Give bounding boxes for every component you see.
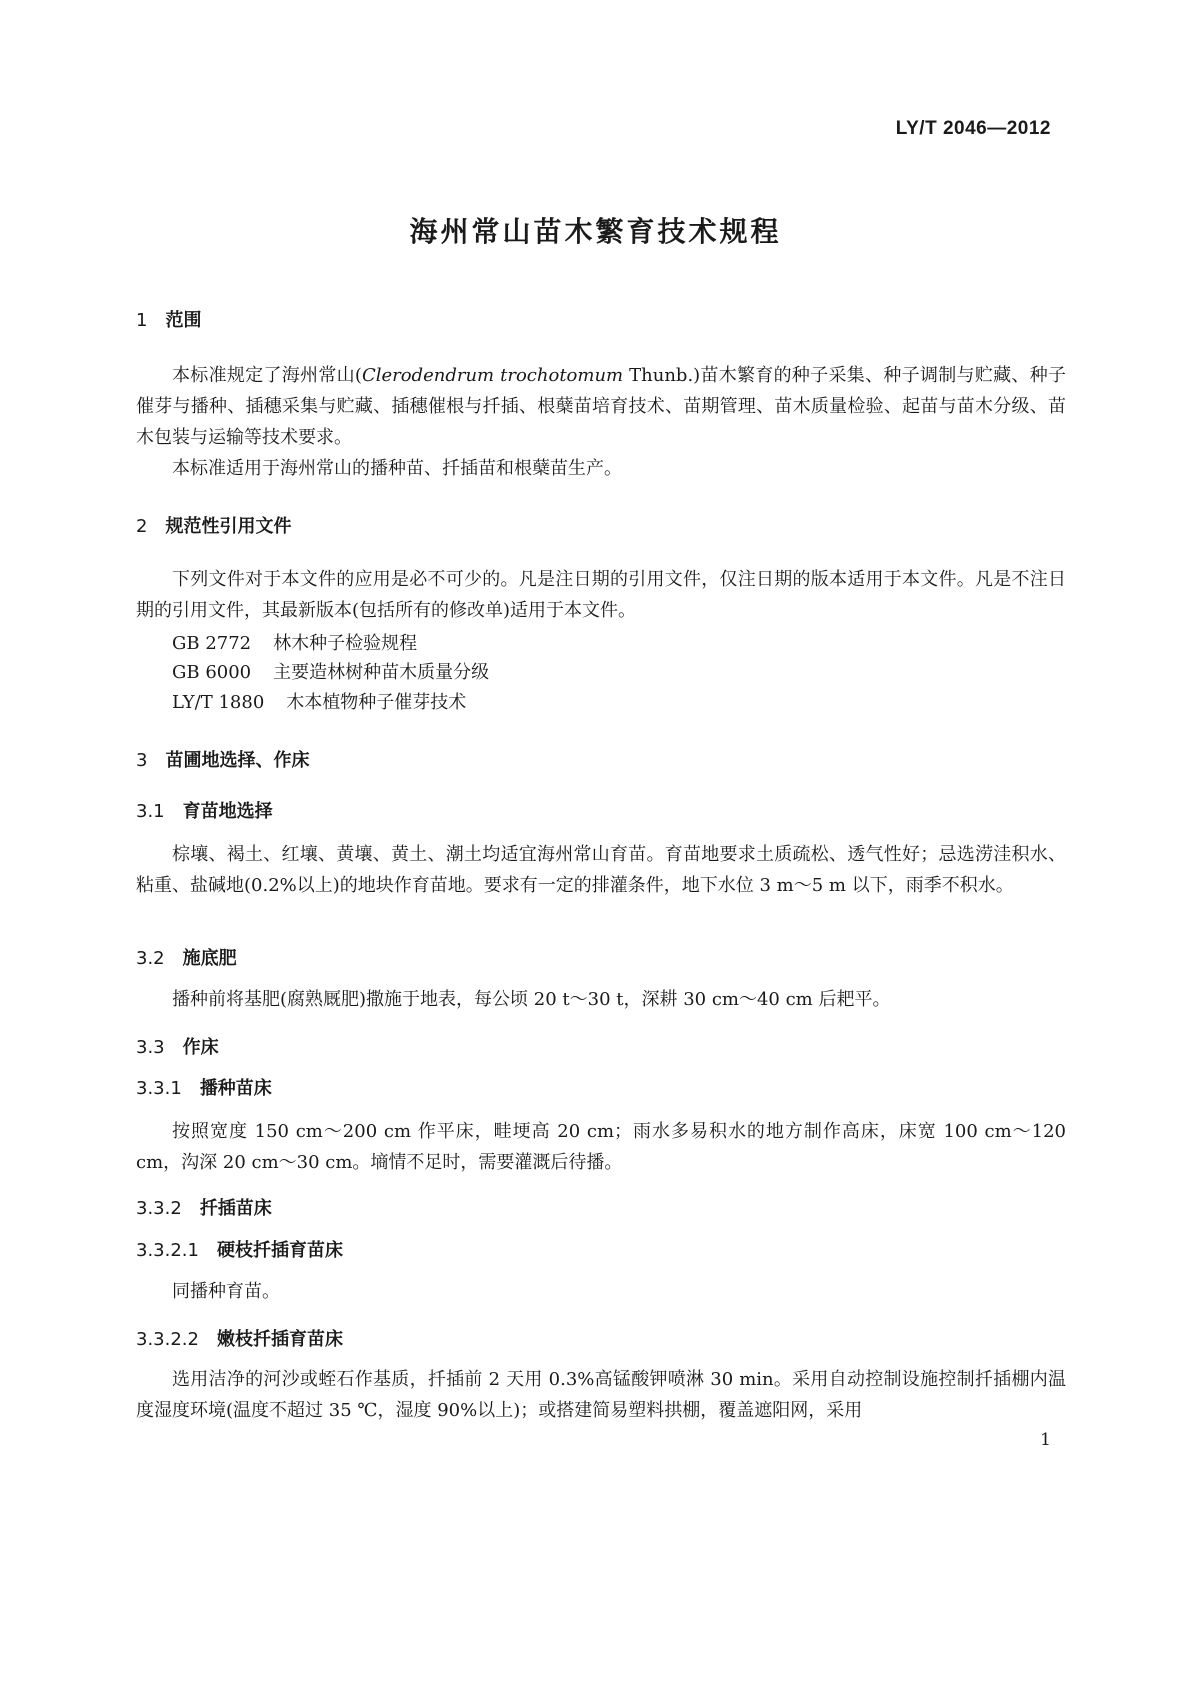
section-number: 3.3 xyxy=(136,1037,165,1058)
page-number: 1 xyxy=(1040,1430,1051,1450)
section-heading-3-2 xyxy=(136,944,237,970)
section-number: 3.1 xyxy=(136,801,165,822)
standard-code: LY/T 2046—2012 xyxy=(895,118,1051,139)
section-heading-normative-references xyxy=(136,512,291,538)
scope-text-pre: 本标准规定了海州常山( xyxy=(172,365,362,386)
section-heading-3-3 xyxy=(136,1033,219,1059)
section-title: 播种苗床 xyxy=(199,1078,272,1099)
seed-bed-paragraph: 按照宽度 150 cm～200 cm 作平床，畦埂高 20 cm；雨水多易积水的地方制作高床，床宽 100 cm～120 cm，沟深 20 cm～30 cm。墒情不足时，需要灌溉后待播。 xyxy=(136,1121,1066,1173)
section-heading-3-3-2 xyxy=(136,1194,272,1220)
reference-title: 木本植物种子催芽技术 xyxy=(286,692,467,713)
document-title: 海州常山苗木繁育技术规程 xyxy=(409,215,782,248)
reference-item xyxy=(172,688,466,714)
section-number: 3 xyxy=(136,750,148,771)
base-fertilizer-paragraph: 播种前将基肥(腐熟厩肥)撒施于地表，每公顷 20 t～30 t，深耕 30 cm～40 cm 后耙平。 xyxy=(172,989,891,1010)
section-heading-3-3-1 xyxy=(136,1074,272,1100)
section-title: 扦插苗床 xyxy=(199,1198,272,1219)
hardwood-bed-paragraph: 同播种育苗。 xyxy=(172,1281,280,1302)
section-number: 1 xyxy=(136,310,148,331)
section-title: 硬枝扦插育苗床 xyxy=(216,1240,343,1261)
section-number: 3.3.2.2 xyxy=(136,1329,199,1350)
section-number: 3.3.2.1 xyxy=(136,1240,199,1261)
section-title: 施底肥 xyxy=(182,948,237,969)
section-heading-scope xyxy=(136,306,201,332)
scope-paragraph-2: 本标准适用于海州常山的播种苗、扦插苗和根蘖苗生产。 xyxy=(172,458,622,479)
reference-title: 主要造林树种苗木质量分级 xyxy=(273,662,490,683)
reference-code: LY/T 1880 xyxy=(172,692,265,713)
section-heading-3-1 xyxy=(136,797,273,823)
normative-paragraph: 下列文件对于本文件的应用是必不可少的。凡是注日期的引用文件，仅注日期的版本适用于本文件。凡是不注日期的引用文件，其最新版本(包括所有的修改单)适用于本文件。 xyxy=(136,569,1066,621)
reference-item xyxy=(172,629,417,655)
section-number: 3.3.1 xyxy=(136,1078,182,1099)
site-selection-paragraph: 棕壤、褐土、红壤、黄壤、黄土、潮土均适宜海州常山育苗。育苗地要求土质疏松、透气性好；忌选涝洼积水、粘重、盐碱地(0.2%以上)的地块作育苗地。要求有一定的排灌条件，地下水位 3 m～5 m 以下，雨季不积水。 xyxy=(136,844,1066,896)
section-number: 3.2 xyxy=(136,948,165,969)
section-title: 规范性引用文件 xyxy=(165,516,292,537)
softwood-bed-paragraph: 选用洁净的河沙或蛭石作基质，扦插前 2 天用 0.3%高锰酸钾喷淋 30 min。采用自动控制设施控制扦插棚内温度湿度环境(温度不超过 35 ℃，湿度 90%以上)；或搭建简易塑料拱棚，覆盖遮阳网，采用 xyxy=(136,1369,1066,1421)
reference-item xyxy=(172,658,489,684)
section-heading-3-3-2-1 xyxy=(136,1236,343,1262)
reference-code: GB 2772 xyxy=(172,633,252,654)
reference-code: GB 6000 xyxy=(172,662,252,683)
section-title: 作床 xyxy=(182,1037,219,1058)
section-title: 嫩枝扦插育苗床 xyxy=(216,1329,343,1350)
scope-latin-name: Clerodendrum trochotomum xyxy=(361,365,624,386)
section-title: 范围 xyxy=(165,310,202,331)
section-number: 3.3.2 xyxy=(136,1198,182,1219)
reference-title: 林木种子检验规程 xyxy=(273,633,418,654)
section-title: 苗圃地选择、作床 xyxy=(165,750,310,771)
scope-paragraph-1 xyxy=(136,360,1066,453)
section-number: 2 xyxy=(136,516,148,537)
section-title: 育苗地选择 xyxy=(182,801,273,822)
section-heading-nursery xyxy=(136,746,309,772)
section-heading-3-3-2-2 xyxy=(136,1325,343,1351)
scope-text-post: Thunb.)苗木繁育的种子采集、种子调制与贮藏、种子催芽与播种、插穗采集与贮藏、插穗催根与扦插、根蘖苗培育技术、苗期管理、苗木质量检验、起苗与苗木分级、苗木包装与运输等技术要求。 xyxy=(136,365,1066,448)
